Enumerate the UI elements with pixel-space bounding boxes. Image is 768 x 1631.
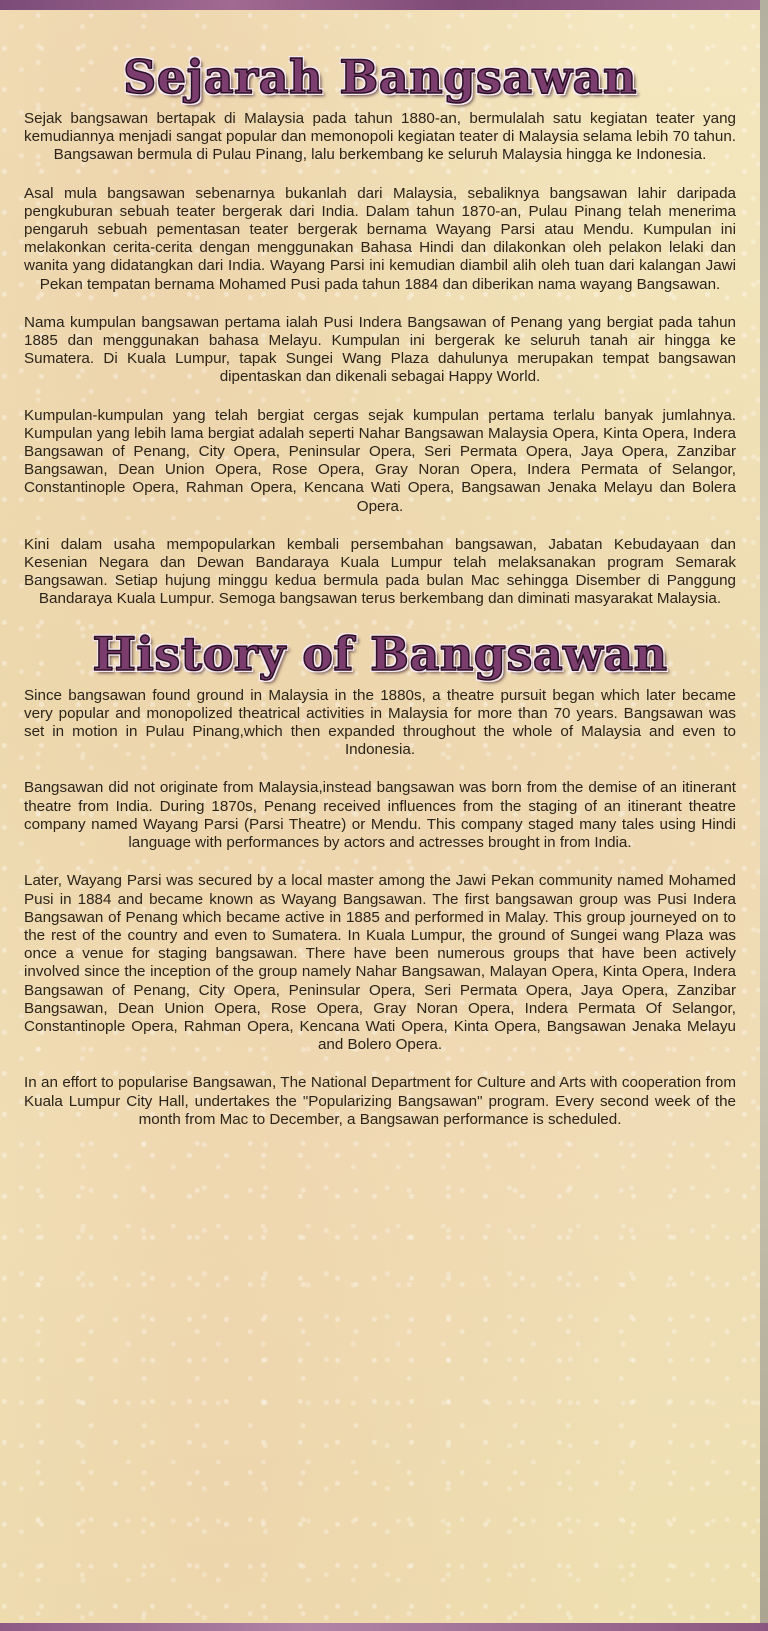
right-border (760, 0, 768, 1631)
malay-heading: Sejarah Bangsawan (123, 50, 637, 104)
english-paragraph-2: Bangsawan did not originate from Malaysia,instead bangsawan was born from the demise of an itinerant theatre from India. During 1870s, Penang received influences from the staging of an itinerant theatre company named Wayang Parsi (Parsi Theatre) or Mendu. This company staged many tales using Hindi language with performances by actors and actresses brought in from India. (24, 779, 736, 852)
english-paragraph-1: Since bangsawan found ground in Malaysia in the 1880s, a theatre pursuit began which later became very popular and monopolized theatrical activities in Malaysia for more than 70 years. Bangsawan was set in motion in Pulau Pinang,which then expanded throughout the whole of Malaysia and even to Indonesia. (24, 686, 736, 759)
malay-paragraph-1: Sejak bangsawan bertapak di Malaysia pada tahun 1880-an, bermulalah satu kegiatan teater yang kemudiannya menjadi sangat popular dan memonopoli kegiatan teater di Malaysia selama lebih 70 tahun. Bangsawan bermula di Pulau Pinang, lalu berkembang ke seluruh Malaysia hingga ke Indonesia. (24, 110, 736, 164)
english-heading: History of Bangsawan (92, 626, 668, 681)
english-paragraph-4: In an effort to popularise Bangsawan, The National Department for Culture and Arts with cooperation from Kuala Lumpur City Hall, undertakes the "Popularizing Bangsawan" program. Every second week of the month from Mac to December, a Bangsawan performance is scheduled. (24, 1074, 736, 1128)
english-paragraph-3: Later, Wayang Parsi was secured by a local master among the Jawi Pekan community named Mohamed Pusi in 1884 and became known as Wayang Bangsawan. The first bangsawan group was Pusi Indera Bangsawan of Penang which became active in 1885 and performed in Malay. This group journeyed on to the rest of the country and even to Sumatera. In Kuala Lumpur, the ground of Sungei wang Plaza was once a venue for staging bangsawan. There have been numerous groups that have been actively involved since the inception of the group namely Nahar Bangsawan, Malayan Opera, Kinta Opera, Indera Bangsawan of Penang, City Opera, Peninsular Opera, Seri Permata Opera, Jaya Opera, Zanzibar Bangsawan, Dean Union Opera, Rose Opera, Gray Noran Opera, Indera Permata Of Selangor, Constantinople Opera, Rahman Opera, Kencana Wati Opera, Kinta Opera, Bangsawan Jenaka Melayu and Bolero Opera. (24, 872, 736, 1054)
malay-paragraph-5: Kini dalam usaha mempopularkan kembali persembahan bangsawan, Jabatan Kebudayaan dan Kesenian Negara dan Dewan Bandaraya Kuala Lumpur telah melaksanakan program Semarak Bangsawan. Setiap hujung minggu kedua bermula pada bulan Mac sehingga Disember di Panggung Bandaraya Kuala Lumpur. Semoga bangsawan terus berkembang dan diminati masyarakat Malaysia. (24, 535, 736, 608)
malay-paragraph-4: Kumpulan-kumpulan yang telah bergiat cergas sejak kumpulan pertama terlalu banyak jumlahnya. Kumpulan yang lebih lama bergiat adalah seperti Nahar Bangsawan Malaysia Opera, Kinta Opera, Indera Bangsawan of Penang, City Opera, Peninsular Opera, Seri Permata Opera, Jaya Opera, Zanzibar Bangsawan, Dean Union Opera, Rose Opera, Gray Noran Opera, Indera Permata of Selangor, Constantinople Opera, Rahman Opera, Kencana Wati Opera, Bangsawan Jenaka Melayu dan Bolera Opera. (24, 406, 736, 515)
malay-paragraph-2: Asal mula bangsawan sebenarnya bukanlah dari Malaysia, sebaliknya bangsawan lahir daripada pengkuburan sebuah teater bergerak dari India. Dalam tahun 1870-an, Pulau Pinang telah menerima pengaruh sebuah pementasan teater bergerak bernama Wayang Parsi atau Mendu. Kumpulan ini melakonkan cerita-cerita dengan menggunakan Bahasa Hindi dan dilakonkan oleh pelakon lelaki dan wanita yang didatangkan dari India. Wayang Parsi ini kemudian diambil alih oleh tuan dari kalangan Jawi Pekan tempatan bernama Mohamed Pusi pada tahun 1884 dan diberikan nama wayang Bangsawan. (24, 184, 736, 293)
malay-paragraph-3: Nama kumpulan bangsawan pertama ialah Pusi Indera Bangsawan of Penang yang bergiat pada tahun 1885 dan menggunakan bahasa Melayu. Kumpulan ini bergerak ke seluruh tanah air hingga ke Sumatera. Di Kuala Lumpur, tapak Sungei Wang Plaza dahulunya merupakan tempat bangsawan dipentaskan dan dikenali sebagai Happy World. (24, 313, 736, 386)
document-body (24, 50, 736, 1149)
top-border (0, 0, 768, 10)
bottom-border (0, 1623, 768, 1631)
